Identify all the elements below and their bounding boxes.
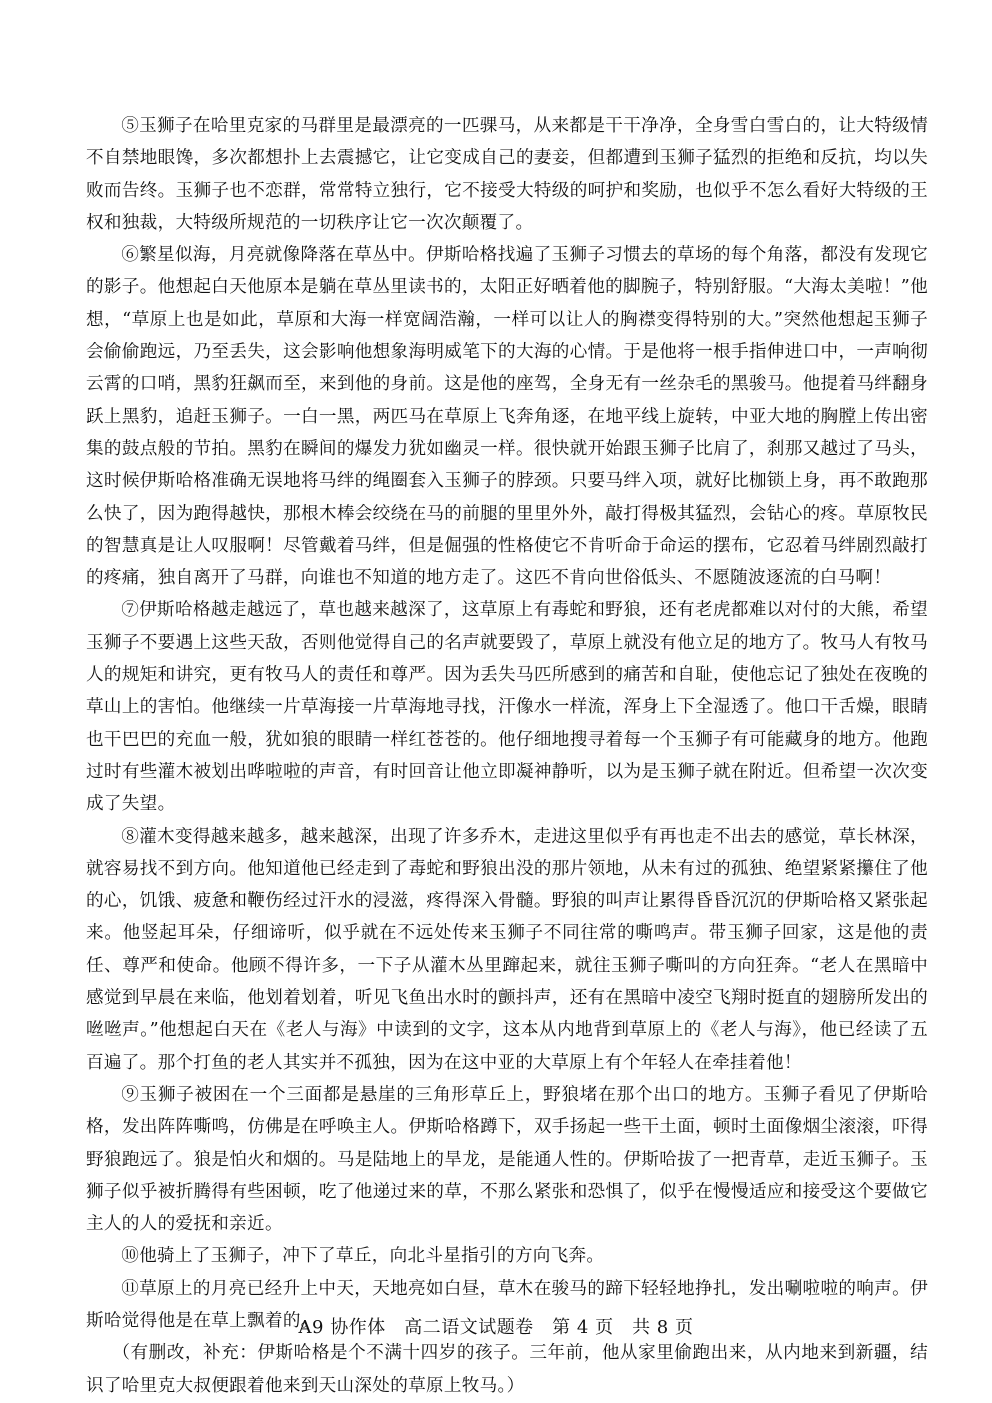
paragraph-9: ⑨玉狮子被困在一个三面都是悬崖的三角形草丘上，野狼堵在那个出口的地方。玉狮子看见了伊斯哈格，发出阵阵嘶鸣，仿佛是在呼唤主人。伊斯哈格蹲下，双手扬起一些干土面，顿时土面像烟尘滚滚，吓得野狼跑远了。狼是怕火和烟的。马是陆地上的旱龙，是能通人性的。伊斯哈拔了一把青草，走近玉狮子。玉狮子似乎被折腾得有些困顿，吃了他递过来的草，不那么紧张和恐惧了，似乎在慢慢适应和接受这个要做它主人的人的爱抚和亲近。 <box>86 1084 928 1235</box>
paragraph-10: ⑩他骑上了玉狮子，冲下了草丘，向北斗星指引的方向飞奔。 <box>121 1246 605 1267</box>
paragraph-11: ⑪草原上的月亮已经升上中天，天地亮如白昼，草木在骏马的蹄下轻轻地挣扎，发出唰啦啦的响声。伊斯哈觉得他是在草上飘着的。 <box>86 1278 928 1331</box>
paragraph-5: ⑤玉狮子在哈里克家的马群里是最漂亮的一匹骒马，从来都是干干净净，全身雪白雪白的，让大特级情不自禁地眼馋，多次都想扑上去震撼它，让它变成自己的妻妾，但都遭到玉狮子猛烈的拒绝和反抗，均以失败而告终。玉狮子也不恋群，常常特立独行，它不接受大特级的呵护和奖励，也似乎不怎么看好大特级的王权和独裁，大特级所规范的一切秩序让它一次次颠覆了。 <box>86 116 928 233</box>
article-body <box>86 110 928 1402</box>
page-footer: A9 协作体 高二语文试题卷 第 4 页 共 8 页 <box>298 1317 694 1338</box>
paragraph-7: ⑦伊斯哈格越走越远了，草也越来越深了，这草原上有毒蛇和野狼，还有老虎都难以对付的大熊，希望玉狮子不要遇上这些天敌，否则他觉得自己的名声就要毁了，草原上就没有他立足的地方了。牧马人有牧马人的规矩和讲究，更有牧马人的责任和尊严。因为丢失马匹所感到的痛苦和自耻，使他忘记了独处在夜晚的草山上的害怕。他继续一片草海接一片草海地寻找，汗像水一样流，浑身上下全湿透了。他口干舌燥，眼睛也干巴巴的充血一般，犹如狼的眼睛一样红苍苍的。他仔细地搜寻着每一个玉狮子有可能藏身的地方。他跑过时有些灌木被划出哗啦啦的声音，有时回音让他立即凝神静听，以为是玉狮子就在附近。但希望一次次变成了失望。 <box>86 600 928 815</box>
paragraph-6: ⑥繁星似海，月亮就像降落在草丛中。伊斯哈格找遍了玉狮子习惯去的草场的每个角落，都没有发现它的影子。他想起白天他原本是躺在草丛里读书的，太阳正好晒着他的脚腕子，特别舒服。“大海太美啦！”他想，“草原上也是如此，草原和大海一样宽阔浩瀚，一样可以让人的胸襟变得特别的大。”突然他想起玉狮子会偷偷跑远，乃至丢失，这会影响他想象海明威笔下的大海的心情。于是他将一根手指伸进口中，一声响彻云霄的口哨，黑豹狂飙而至，来到他的身前。这是他的座驾，全身无有一丝杂毛的黑骏马。他提着马绊翻身跃上黑豹，追赶玉狮子。一白一黑，两匹马在草原上飞奔角逐，在地平线上旋转，中亚大地的胸膛上传出密集的鼓点般的节拍。黑豹在瞬间的爆发力犹如幽灵一样。很快就开始跟玉狮子比肩了，刹那又越过了马头，这时候伊斯哈格准确无误地将马绊的绳圈套入玉狮子的脖颈。只要马绊入项，就好比枷锁上身，再不敢跑那么快了，因为跑得越快，那根木棒会绞绕在马的前腿的里里外外，敲打得极其猛烈，会钻心的疼。草原牧民的智慧真是让人叹服啊！尽管戴着马绊，但是倔强的性格使它不肯听命于命运的摆布，它忍着马绊剧烈敲打的疼痛，独自离开了马群，向谁也不知道的地方走了。这匹不肯向世俗低头、不愿随波逐流的白马啊！ <box>86 245 928 589</box>
paragraph-8: ⑧灌木变得越来越多，越来越深，出现了许多乔木，走进这里似乎有再也走不出去的感觉，草长林深，就容易找不到方向。他知道他已经走到了毒蛇和野狼出没的那片领地，从未有过的孤独、绝望紧紧攥住了他的心，饥饿、疲惫和鞭伤经过汗水的浸滋，疼得深入骨髓。野狼的叫声让累得昏昏沉沉的伊斯哈格又紧张起来。他竖起耳朵，仔细谛听，似乎就在不远处传来玉狮子不同往常的嘶鸣声。带玉狮子回家，这是他的责任、尊严和使命。他顾不得许多，一下子从灌木丛里蹿起来，就往玉狮子嘶叫的方向狂奔。“老人在黑暗中感觉到早晨在来临，他划着划着，听见飞鱼出水时的颤抖声，还有在黑暗中凌空飞翔时挺直的翅膀所发出的咝咝声。”他想起白天在《老人与海》中读到的文字，这本从内地背到草原上的《老人与海》，他已经读了五百遍了。那个打鱼的老人其实并不孤独，因为在这中亚的大草原上有个年轻人在牵挂着他！ <box>86 826 928 1073</box>
editor-note: （有删改，补充：伊斯哈格是个不满十四岁的孩子。三年前，他从家里偷跑出来，从内地来到新疆，结识了哈里克大叔便跟着他来到天山深处的草原上牧马。） <box>86 1343 928 1396</box>
